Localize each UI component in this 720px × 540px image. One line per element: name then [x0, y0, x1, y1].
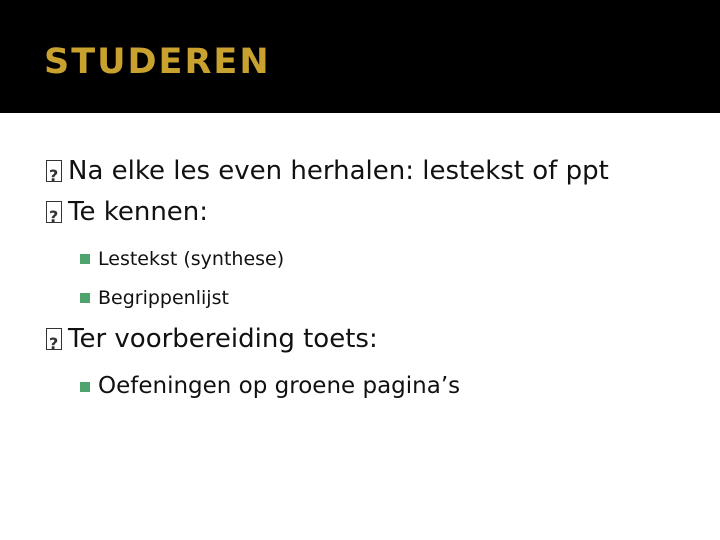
bullet-marker-icon: [46, 201, 62, 223]
bullet-text: Te kennen:: [68, 197, 209, 227]
bullet-marker-icon: [46, 328, 62, 350]
sub-bullet-text: Lestekst (synthese): [98, 248, 285, 270]
sub-bullet-text: Begrippenlijst: [98, 287, 229, 309]
bullet-text: Na elke les even herhalen: lestekst of ppt: [68, 156, 609, 186]
sub-bullet-item: [80, 371, 460, 401]
sub-bullet-item: [80, 285, 229, 311]
sub-bullet-item: [80, 246, 284, 272]
square-bullet-icon: [80, 293, 90, 303]
bullet-item: [46, 322, 378, 356]
sub-bullet-text: Oefeningen op groene pagina’s: [98, 373, 461, 399]
bullet-marker-icon: [46, 160, 62, 182]
square-bullet-icon: [80, 254, 90, 264]
square-bullet-icon: [80, 382, 90, 392]
bullet-text: Ter voorbereiding toets:: [68, 324, 378, 354]
slide-title: STUDEREN: [44, 42, 271, 82]
bullet-item: [46, 154, 609, 188]
bullet-item: [46, 195, 208, 229]
